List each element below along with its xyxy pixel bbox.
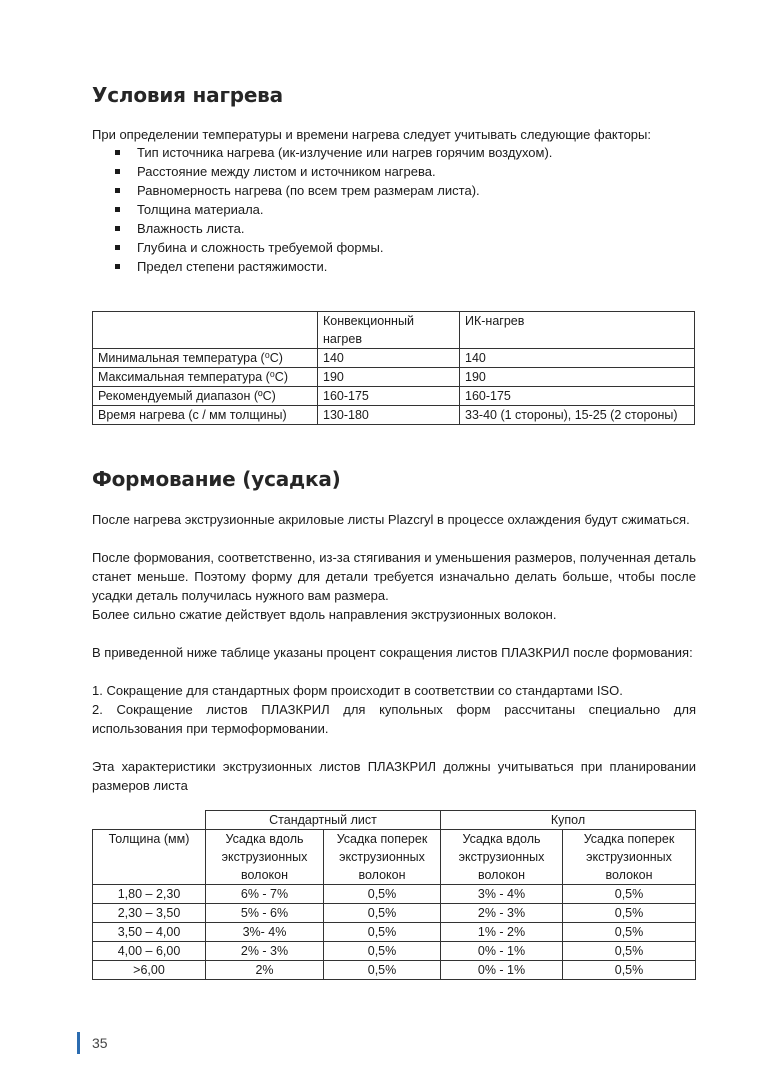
forming-paragraph-4: В приведенной ниже таблице указаны процент сокращения листов ПЛАЗКРИЛ после формования: (92, 645, 693, 660)
forming-paragraph-7: Эта характеристики экструзионных листов ПЛАЗКРИЛ должны учитываться при планировании размеров листа (92, 759, 696, 793)
list-item: Толщина материала. (92, 200, 696, 219)
table-cell: 140 (318, 349, 460, 368)
table-cell: 1% - 2% (441, 923, 563, 942)
table-header-row (93, 830, 696, 885)
table-cell: 160-175 (318, 387, 460, 406)
shrinkage-table (92, 810, 696, 980)
table-row (93, 923, 696, 942)
heating-intro: При определении температуры и времени нагрева следует учитывать следующие факторы: (92, 127, 651, 142)
table-cell: 190 (318, 368, 460, 387)
table-row (93, 406, 695, 425)
forming-paragraph-6: 2. Сокращение листов ПЛАЗКРИЛ для купольных форм рассчитаны специально для использования при термоформовании. (92, 702, 696, 736)
header-along: Усадка вдоль экструзионных волокон (206, 830, 324, 885)
table-cell: 2% - 3% (206, 942, 324, 961)
table-group-header-row (93, 811, 696, 830)
header-thickness: Толщина (мм) (93, 830, 206, 885)
table-cell: 3% - 4% (441, 885, 563, 904)
list-item: Равномерность нагрева (по всем трем размерам листа). (92, 181, 696, 200)
table-cell: 0,5% (324, 961, 441, 980)
page-number: 35 (92, 1035, 108, 1051)
list-item: Глубина и сложность требуемой формы. (92, 238, 696, 257)
table-cell: 130-180 (318, 406, 460, 425)
forming-paragraph-5: 1. Сокращение для стандартных форм происходит в соответствии со стандартами ISO. (92, 683, 623, 698)
table-cell: 140 (460, 349, 695, 368)
group-header-dome: Купол (441, 811, 696, 830)
list-item: Тип источника нагрева (ик-излучение или нагрев горячим воздухом). (92, 143, 696, 162)
table-cell: Максимальная температура (⁰С) (93, 368, 318, 387)
forming-paragraph-1: После нагрева экструзионные акриловые листы Plazcryl в процессе охлаждения будут сжиматься. (92, 512, 690, 527)
group-header-standard: Стандартный лист (206, 811, 441, 830)
table-cell: 0% - 1% (441, 942, 563, 961)
table-cell: 0% - 1% (441, 961, 563, 980)
table-cell: 0,5% (563, 885, 696, 904)
table-cell: Время нагрева (с / мм толщины) (93, 406, 318, 425)
table-cell: Рекомендуемый диапазон (ºС) (93, 387, 318, 406)
header-across: Усадка поперек экструзионных волокон (324, 830, 441, 885)
table-row (93, 349, 695, 368)
table-row (93, 942, 696, 961)
table-cell: 3,50 – 4,00 (93, 923, 206, 942)
heating-table (92, 311, 695, 425)
table-header-row (93, 312, 695, 349)
table-cell: 6% - 7% (206, 885, 324, 904)
section-title-heating: Условия нагрева (92, 83, 283, 107)
table-cell: 2,30 – 3,50 (93, 904, 206, 923)
forming-paragraph-3: Более сильно сжатие действует вдоль направления экструзионных волокон. (92, 607, 557, 622)
table-cell: 0,5% (324, 885, 441, 904)
table-cell: 5% - 6% (206, 904, 324, 923)
table-row (93, 961, 696, 980)
table-cell: Минимальная температура (⁰С) (93, 349, 318, 368)
table-cell: 0,5% (324, 904, 441, 923)
table-cell (93, 811, 206, 830)
section-title-forming: Формование (усадка) (92, 467, 341, 491)
list-item: Расстояние между листом и источником нагрева. (92, 162, 696, 181)
table-cell: 0,5% (563, 923, 696, 942)
table-row (93, 387, 695, 406)
table-header-cell: Конвекционный нагрев (318, 312, 460, 349)
footer-accent-bar (77, 1032, 80, 1054)
table-cell: 0,5% (324, 942, 441, 961)
table-cell: 0,5% (324, 923, 441, 942)
table-row (93, 885, 696, 904)
heating-factors-list (92, 143, 696, 276)
table-cell: 190 (460, 368, 695, 387)
table-header-cell: ИК-нагрев (460, 312, 695, 349)
table-cell: 0,5% (563, 904, 696, 923)
table-cell: 4,00 – 6,00 (93, 942, 206, 961)
header-along: Усадка вдоль экструзионных волокон (441, 830, 563, 885)
table-cell: 2% (206, 961, 324, 980)
table-cell: 160-175 (460, 387, 695, 406)
table-cell (93, 312, 318, 349)
table-cell: 0,5% (563, 942, 696, 961)
table-row (93, 904, 696, 923)
table-cell: 3%- 4% (206, 923, 324, 942)
table-cell: 1,80 – 2,30 (93, 885, 206, 904)
forming-paragraph-2: После формования, соответственно, из-за стягивания и уменьшения размеров, полученная деталь станет меньше. Поэтому форму для детали требуется изначально делать больше, чтобы после усадки деталь получилась нужного вам размера. (92, 550, 696, 603)
list-item: Предел степени растяжимости. (92, 257, 696, 276)
list-item: Влажность листа. (92, 219, 696, 238)
table-row (93, 368, 695, 387)
table-cell: 33-40 (1 стороны), 15-25 (2 стороны) (460, 406, 695, 425)
table-cell: >6,00 (93, 961, 206, 980)
header-across: Усадка поперек экструзионных волокон (563, 830, 696, 885)
table-cell: 2% - 3% (441, 904, 563, 923)
table-cell: 0,5% (563, 961, 696, 980)
